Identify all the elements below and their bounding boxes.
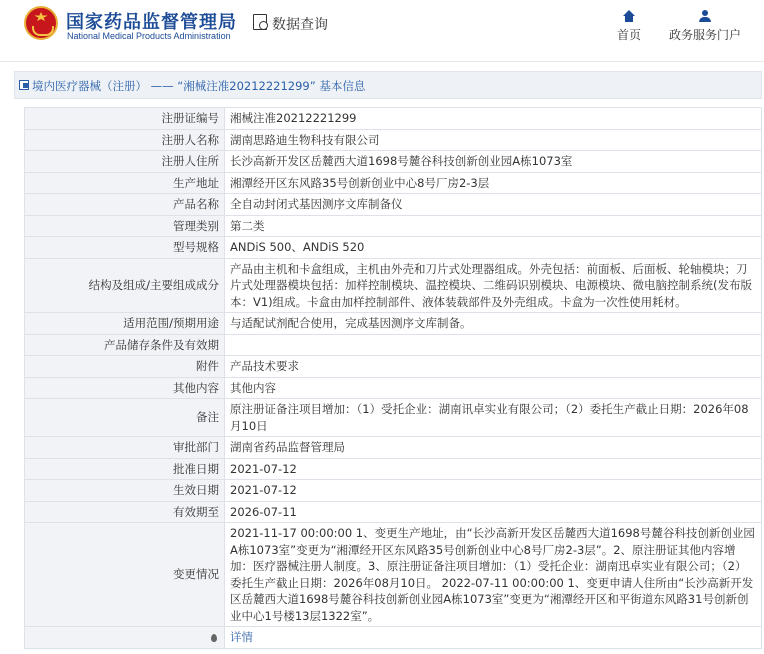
table-row [25,437,762,459]
field-label: 型号规格 [25,237,225,259]
data-query-label: 数据查询 [272,17,328,33]
field-value: ANDiS 500、ANDiS 520 [225,237,762,259]
field-label: 批准日期 [25,458,225,480]
field-label: 注册人住所 [25,151,225,173]
table-row [25,172,762,194]
user-icon [699,10,711,22]
field-value: 产品技术要求 [225,356,762,378]
field-label: 备注 [25,399,225,437]
breadcrumb [14,71,762,99]
table-row [25,237,762,259]
table-row [25,334,762,356]
field-label: 审批部门 [25,437,225,459]
field-value: 湘潭经开区东风路35号创新创业中心8号厂房2-3层 [225,172,762,194]
field-label: 适用范围/预期用途 [25,313,225,335]
nav-gov-service-label: 政务服务门户 [668,28,741,42]
field-label: 注册人名称 [25,129,225,151]
nav-home-label: 首页 [616,28,641,42]
device-info-table [24,107,762,649]
field-value: 产品由主机和卡盒组成，主机由外壳和刀片式处理器组成。外壳包括：前面板、后面板、轮轴模块；刀片式处理器模块包括：加样控制模块、温控模块、二维码识别模块、电源模块、微电脑控制系统(发布版本：V1)组成。卡盒由加样控制部件、液体装载部件及外壳组成。卡盒为一次性使用耗材。 [225,258,762,313]
brand-name-en[interactable]: National Medical Products Administration [67,31,231,41]
field-label: 注册证编号 [25,108,225,130]
detail-key [25,627,225,649]
nav-home[interactable] [614,10,644,43]
table-row [25,480,762,502]
field-value: 湖南思路迪生物科技有限公司 [225,129,762,151]
field-value: 与适配试剂配合使用，完成基因测序文库制备。 [225,313,762,335]
table-row [25,377,762,399]
emblem-logo-icon [24,6,58,40]
field-value [225,334,762,356]
field-value: 其他内容 [225,377,762,399]
field-label: 附件 [25,356,225,378]
detail-value [225,627,762,649]
table-row [25,458,762,480]
field-label: 其他内容 [25,377,225,399]
field-value: 2021-07-12 [225,480,762,502]
table-row [25,356,762,378]
field-value: 2021-11-17 00:00:00 1、变更生产地址，由“长沙高新开发区岳麓西大道1698号麓谷科技创新创业园A栋1073室”变更为“湘潭经开区东风路35号创新创业中心8号厂房2-3层”。2、原注册证其他内容增加：医疗器械注册人制度。3、原注册证备注项目增加：（1）受托企业：湖南迅卓实业有限公司；（2）委托生产截止日期：2026年08月10日。 2022-07-11 00:00:00 1、变更申请人住所由“长沙高新开发区岳麓西大道1698号麓谷科技创新创业园A栋1073室”变更为“湘潭经开区和平街道东风路31号创新创业中心1号楼13层1322室”。 [225,523,762,627]
table-row [25,129,762,151]
table-row [25,151,762,173]
field-label: 有效期至 [25,501,225,523]
field-label: 产品储存条件及有效期 [25,334,225,356]
field-label: 生效日期 [25,480,225,502]
field-label: 变更情况 [25,523,225,627]
table-row [25,313,762,335]
field-value: 全自动封闭式基因测序文库制备仪 [225,194,762,216]
field-value: 2021-07-12 [225,458,762,480]
field-label: 结构及组成/主要组成成分 [25,258,225,313]
table-row [25,501,762,523]
field-value: 2026-07-11 [225,501,762,523]
field-value: 湖南省药品监督管理局 [225,437,762,459]
table-row [25,215,762,237]
field-value: 第二类 [225,215,762,237]
field-value: 湘械注准20212221299 [225,108,762,130]
field-value: 原注册证备注项目增加：（1）受托企业：湖南讯卓实业有限公司；（2）委托生产截止日期：2026年08月10日 [225,399,762,437]
table-row [25,627,762,649]
table-row [25,258,762,313]
table-row [25,523,762,627]
home-icon [623,10,635,22]
detail-link[interactable]: 详情 [230,630,253,644]
field-label: 管理类别 [25,215,225,237]
field-label: 生产地址 [25,172,225,194]
field-value: 长沙高新开发区岳麓西大道1698号麓谷科技创新创业园A栋1073室 [225,151,762,173]
document-icon [19,80,29,90]
field-label: 产品名称 [25,194,225,216]
site-header [0,0,764,62]
table-row [25,399,762,437]
nav-gov-service-portal[interactable] [667,10,743,43]
brand-name-cn[interactable]: 国家药品监督管理局 [66,12,237,33]
table-row [25,194,762,216]
data-query-icon [253,14,267,30]
breadcrumb-text: 境内医疗器械（注册） —— “湘械注准20212221299” 基本信息 [32,79,366,93]
table-row [25,108,762,130]
location-pin-icon [211,634,217,642]
